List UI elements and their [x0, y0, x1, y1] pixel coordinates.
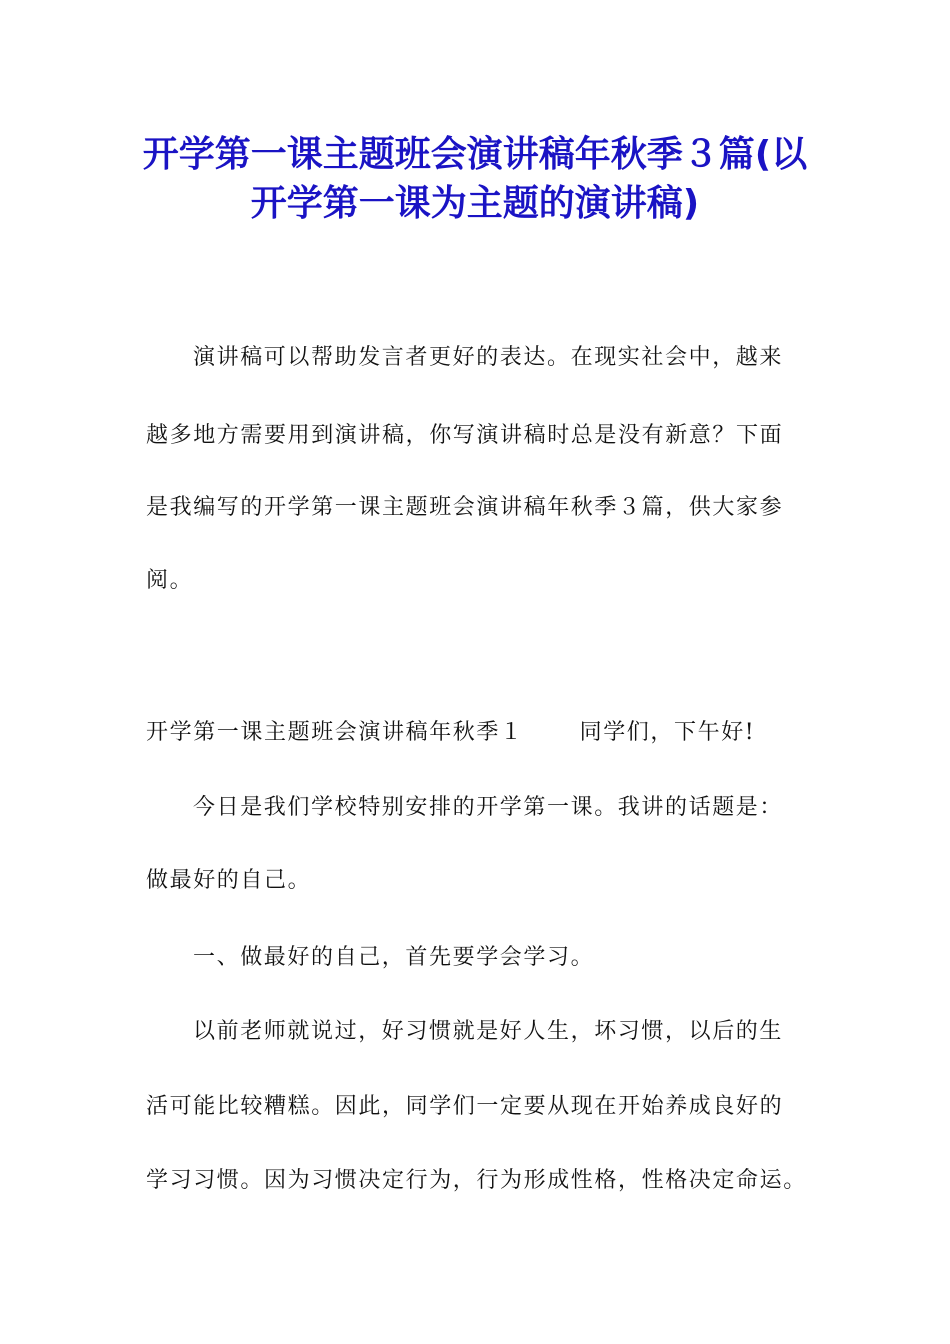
greeting: 同学们，下午好!	[579, 720, 756, 745]
body-paragraph-line: 以前老师就说过，好习惯就是好人生，坏习惯，以后的生	[193, 1019, 784, 1044]
section-heading: 开学第一课主题班会演讲稿年秋季１	[146, 720, 524, 745]
intro-paragraph-line: 越多地方需要用到演讲稿，你写演讲稿时总是没有新意？下面	[146, 423, 784, 448]
document-title-line-2: 开学第一课为主题的演讲稿)	[250, 183, 700, 224]
body-paragraph-line: 一、做最好的自己，首先要学会学习。	[193, 945, 595, 970]
body-paragraph-line: 做最好的自己。	[146, 868, 312, 893]
intro-paragraph-line: 是我编写的开学第一课主题班会演讲稿年秋季３篇，供大家参	[146, 495, 784, 520]
intro-paragraph-line: 演讲稿可以帮助发言者更好的表达。在现实社会中，越来	[193, 345, 784, 370]
intro-paragraph-line: 阅。	[146, 568, 194, 593]
section-heading-row	[146, 715, 826, 751]
document-title-line-1: 开学第一课主题班会演讲稿年秋季３篇(以	[142, 134, 808, 175]
body-paragraph-line: 活可能比较糟糕。因此，同学们一定要从现在开始养成良好的	[146, 1094, 784, 1119]
body-paragraph-line: 学习习惯。因为习惯决定行为，行为形成性格，性格决定命运。	[146, 1168, 807, 1193]
body-paragraph-line: 今日是我们学校特别安排的开学第一课。我讲的话题是：	[193, 795, 784, 820]
